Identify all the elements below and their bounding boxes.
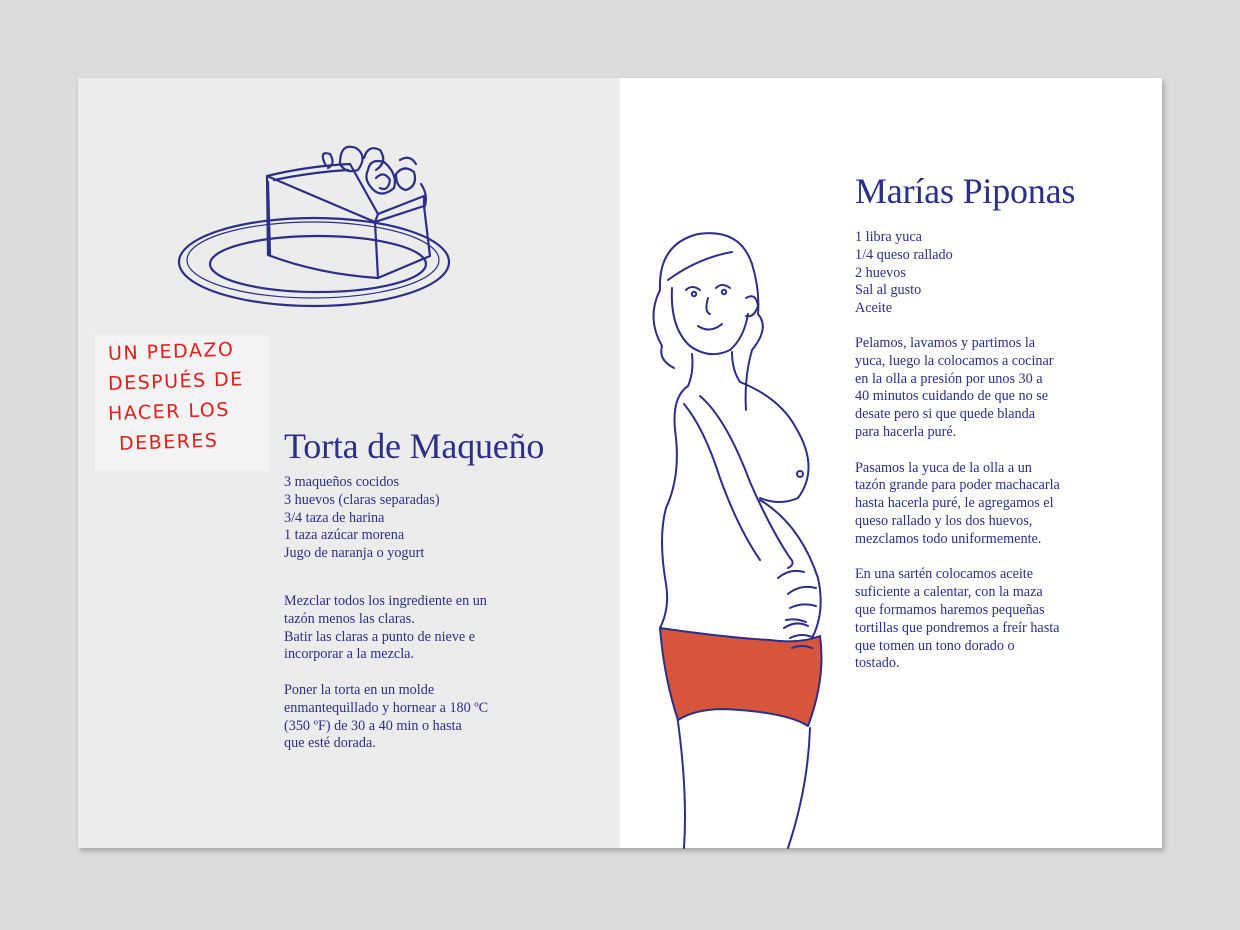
- instruction-paragraph: Mezclar todos los ingrediente en un tazón menos las claras. Batir las claras a punto de nieve e incorporar a la mezcla.: [284, 593, 487, 663]
- left-page: [78, 78, 620, 848]
- book-spread: [78, 78, 1162, 848]
- ingredient-item: Aceite: [855, 300, 893, 317]
- ingredient-item: Jugo de naranja o yogurt: [284, 545, 425, 562]
- recipe-title: Torta de Maqueño: [284, 426, 545, 466]
- recipe-title: Marías Piponas: [855, 171, 1076, 211]
- ingredient-item: 2 huevos: [855, 264, 906, 281]
- ingredient-item: 1 taza azúcar morena: [284, 527, 405, 544]
- instruction-paragraph: En una sartén colocamos aceite suficiente a calentar, con la maza que formamos haremos pequeñas tortillas que pondremos a freír hasta que tomen un tono dorado o tostado.: [855, 566, 1060, 672]
- instructions: [284, 593, 528, 753]
- pregnant-woman-icon: [620, 228, 860, 848]
- ingredient-item: 3 huevos (claras separadas): [284, 491, 440, 508]
- ingredient-item: Sal al gusto: [855, 282, 922, 299]
- note-line: DESPUÉS DE: [107, 368, 245, 395]
- note-line: UN PEDAZO: [107, 338, 235, 365]
- ingredient-item: 3/4 taza de harina: [284, 509, 385, 526]
- ingredient-list: [855, 229, 953, 318]
- note-line: HACER LOS: [107, 398, 231, 425]
- instruction-paragraph: Pasamos la yuca de la olla a un tazón grande para poder machacarla hasta hacerla puré, le agregamos el queso rallado y los dos huevos, mezclamos todo uniformemente.: [855, 459, 1060, 547]
- ingredient-item: 1 libra yuca: [855, 229, 922, 245]
- ingredient-item: 1/4 queso rallado: [855, 246, 953, 263]
- instruction-paragraph: Pelamos, lavamos y partimos la yuca, luego la colocamos a cocinar en la olla a presión por unos 30 a 40 minutos cuidando de que no se desate pero si que quede blanda para hacerla puré.: [855, 335, 1054, 440]
- cake-slice-icon: [78, 78, 620, 318]
- ingredient-item: 3 maqueños cocidos: [284, 474, 400, 490]
- ingredient-list: [284, 474, 440, 563]
- instruction-paragraph: Poner la torta en un molde enmantequillado y hornear a 180 ºC (350 ºF) de 30 a 40 min o hasta que esté dorada.: [284, 681, 489, 752]
- instructions: [855, 335, 1093, 673]
- right-page: [620, 78, 1162, 848]
- handwritten-note: [95, 335, 269, 471]
- note-line: DEBERES: [118, 429, 219, 455]
